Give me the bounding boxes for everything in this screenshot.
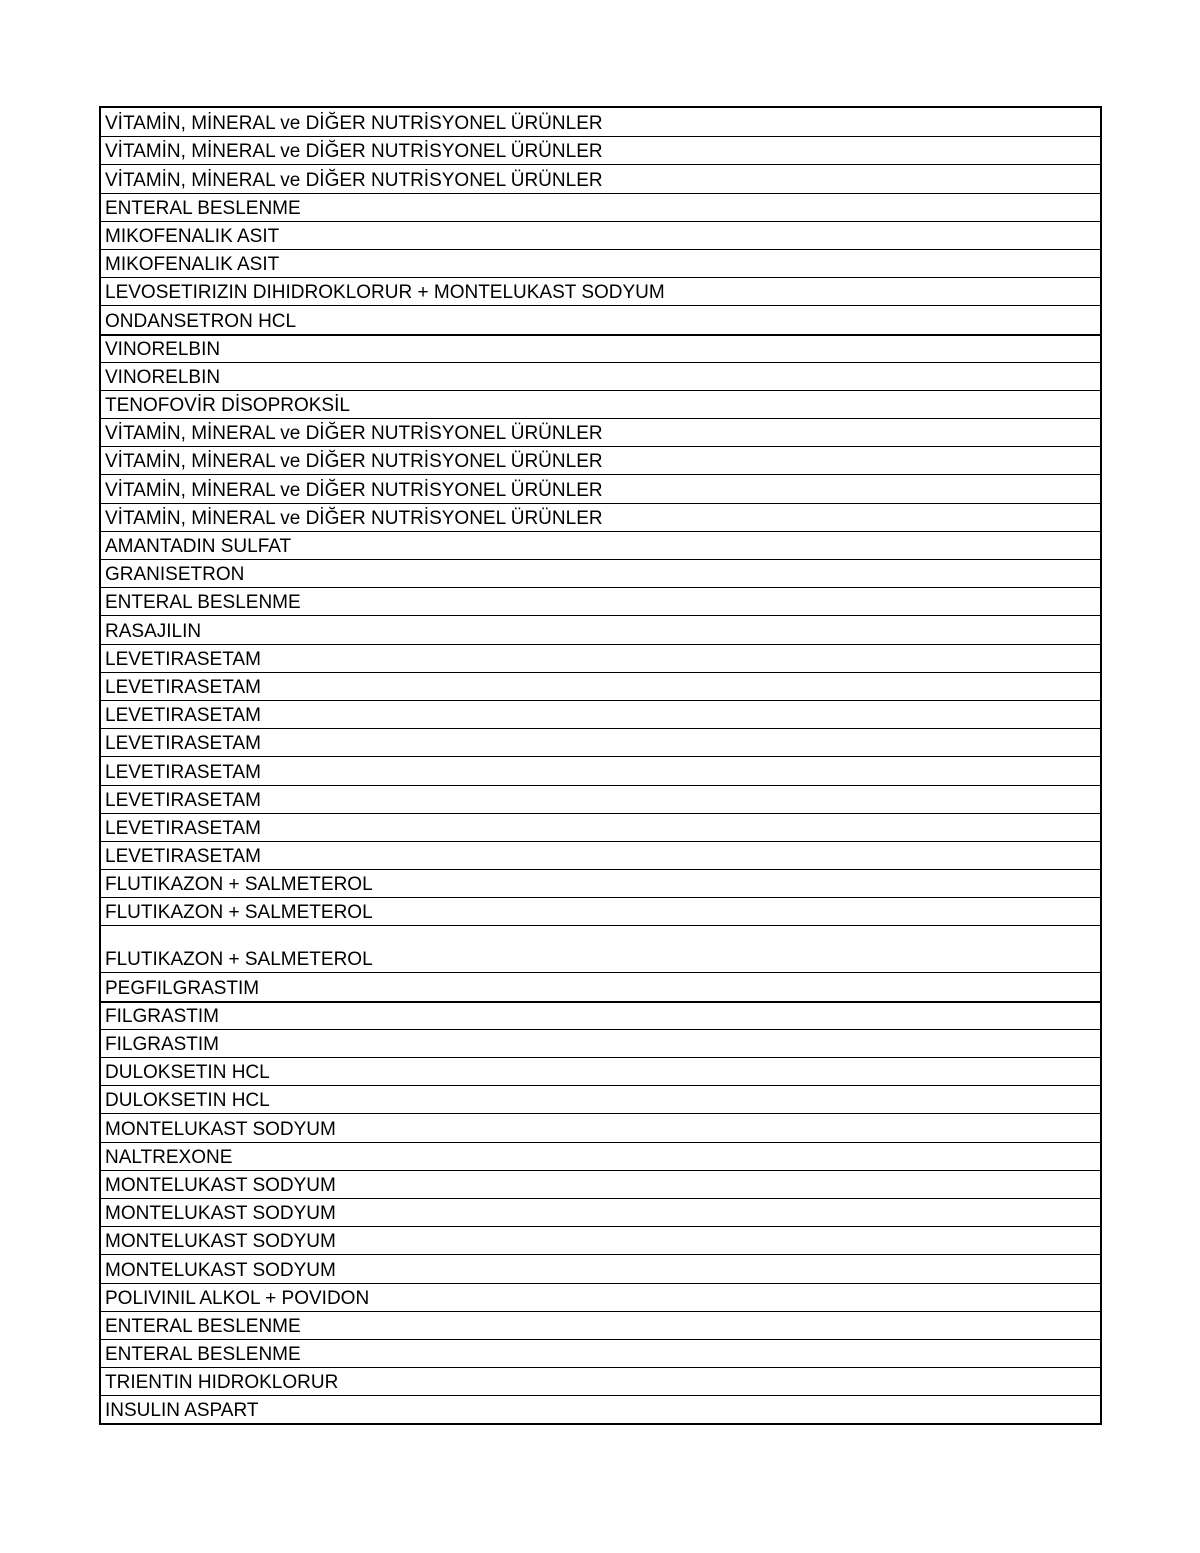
table-row: FLUTIKAZON + SALMETEROL (101, 925, 1100, 972)
table-row: VİTAMİN, MİNERAL ve DİĞER NUTRİSYONEL ÜRÜNLER (105, 113, 603, 135)
table-row: VİTAMİN, MİNERAL ve DİĞER NUTRİSYONEL ÜRÜNLER (101, 418, 1100, 446)
table-row: MONTELUKAST SODYUM (101, 1113, 1100, 1141)
table-row: LEVETIRASETAM (101, 756, 1100, 784)
table-row: ENTERAL BESLENME (101, 1311, 1100, 1339)
table-row: ENTERAL BESLENME (101, 587, 1100, 615)
table-row: FLUTIKAZON + SALMETEROL (101, 897, 1100, 925)
table-row: LEVETIRASETAM (101, 728, 1100, 756)
table-row: LEVETIRASETAM (101, 672, 1100, 700)
table-row: FILGRASTIM (101, 1001, 1100, 1029)
table-row: VİTAMİN, MİNERAL ve DİĞER NUTRİSYONEL ÜRÜNLER (101, 164, 1100, 192)
table-row: VİTAMİN, MİNERAL ve DİĞER NUTRİSYONEL ÜRÜNLER (101, 474, 1100, 502)
table-row: NALTREXONE (101, 1142, 1100, 1170)
table-row: LEVETIRASETAM (101, 700, 1100, 728)
table-row: INSULIN ASPART (101, 1395, 1100, 1423)
table-row: VİTAMİN, MİNERAL ve DİĞER NUTRİSYONEL ÜRÜNLER (101, 136, 1100, 164)
table-row: VİTAMİN, MİNERAL ve DİĞER NUTRİSYONEL ÜRÜNLER (101, 446, 1100, 474)
table-row: FILGRASTIM (101, 1029, 1100, 1057)
drug-list-table (99, 106, 1102, 1425)
table-row: AMANTADIN SULFAT (101, 531, 1100, 559)
table-row: VINORELBIN (101, 362, 1100, 390)
table-row: MONTELUKAST SODYUM (101, 1170, 1100, 1198)
table-row: DULOKSETIN HCL (101, 1085, 1100, 1113)
table-row: LEVETIRASETAM (101, 813, 1100, 841)
table-row: ENTERAL BESLENME (101, 193, 1100, 221)
table-row: MIKOFENALIK ASIT (101, 249, 1100, 277)
table-row: LEVETIRASETAM (101, 785, 1100, 813)
table-row: ONDANSETRON HCL (101, 305, 1100, 333)
table-row: MONTELUKAST SODYUM (101, 1226, 1100, 1254)
table-row: DULOKSETIN HCL (101, 1057, 1100, 1085)
table-row: POLIVINIL ALKOL + POVIDON (101, 1283, 1100, 1311)
table-row: LEVETIRASETAM (101, 644, 1100, 672)
table-row: VINORELBIN (101, 334, 1100, 362)
table-row: FLUTIKAZON + SALMETEROL (101, 869, 1100, 897)
table-row: RASAJILIN (101, 615, 1100, 643)
table-row: GRANISETRON (101, 559, 1100, 587)
table-row: TRIENTIN HIDROKLORUR (101, 1367, 1100, 1395)
table-row: PEGFILGRASTIM (101, 972, 1100, 1000)
table-row: VİTAMİN, MİNERAL ve DİĞER NUTRİSYONEL ÜRÜNLER (101, 503, 1100, 531)
table-row: TENOFOVİR DİSOPROKSİL (101, 390, 1100, 418)
table-row: MONTELUKAST SODYUM (101, 1198, 1100, 1226)
table-row: ENTERAL BESLENME (101, 1339, 1100, 1367)
table-row: LEVETIRASETAM (101, 841, 1100, 869)
table-row: MIKOFENALIK ASIT (101, 221, 1100, 249)
table-row: LEVOSETIRIZIN DIHIDROKLORUR + MONTELUKAST SODYUM (101, 277, 1100, 305)
table-row: MONTELUKAST SODYUM (101, 1254, 1100, 1282)
